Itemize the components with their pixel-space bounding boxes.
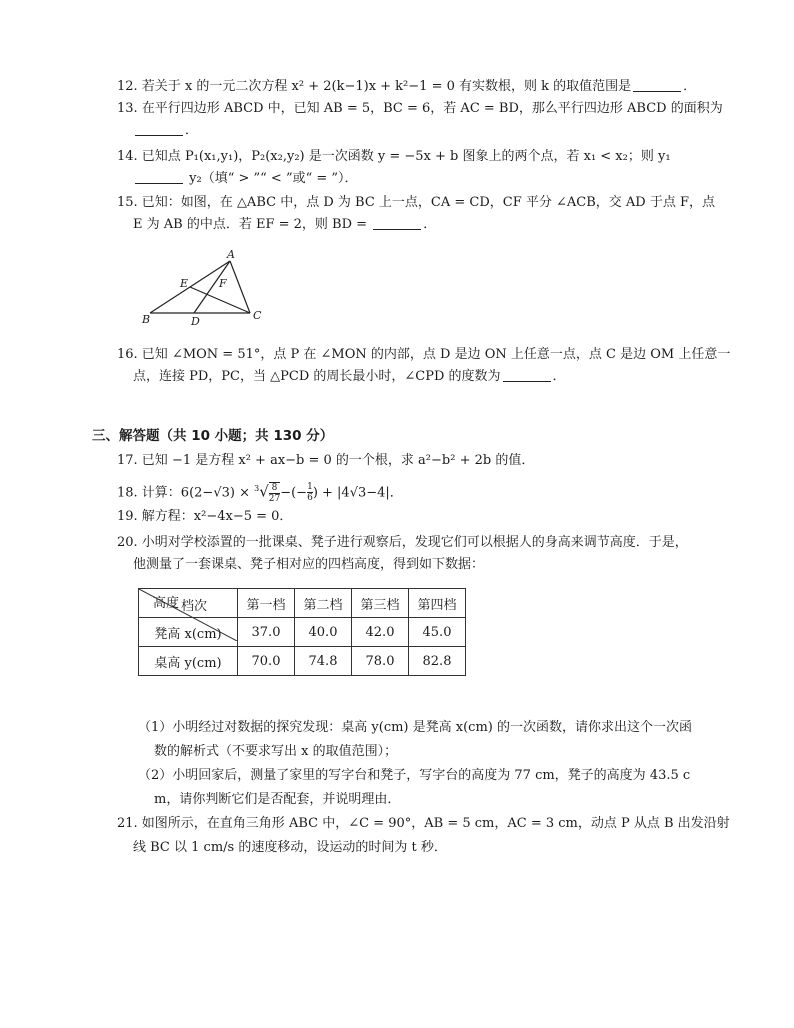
question-21 <box>117 812 730 860</box>
question-20-text: 20. 小明对学校添置的一批课桌、凳子进行观察后，发现它们可以根据人的身高来调节高度．于是， <box>117 535 688 550</box>
fraction-numerator: 8 <box>269 483 280 494</box>
part-2-line2: m，请你判断它们是否配套，并说明理由． <box>154 792 401 807</box>
question-18 <box>117 476 707 506</box>
question-16 <box>117 344 731 388</box>
question-19: 19. 解方程：x²−4x−5 = 0． <box>117 509 293 524</box>
question-16-tail: ． <box>552 369 566 384</box>
header-left-label: 高度 <box>153 596 180 611</box>
triangle-figure <box>140 249 270 329</box>
label-a: A <box>227 249 235 261</box>
table-row <box>139 647 466 676</box>
table-cell: 45.0 <box>409 618 466 647</box>
fraction-numerator: 1 <box>307 482 313 493</box>
question-18-suffix: ) + |4√3−4|． <box>312 485 403 501</box>
question-18-prefix: 18. 计算：6(2−√3) × <box>117 485 255 501</box>
question-13-tail: ． <box>185 123 199 138</box>
question-20-part-2 <box>138 764 713 812</box>
label-d: D <box>191 315 200 328</box>
table-cell: 82.8 <box>409 647 466 676</box>
diagonal-header-cell <box>139 589 238 618</box>
question-15-tail: ． <box>423 217 437 232</box>
table-cell: 37.0 <box>238 618 295 647</box>
label-b: B <box>142 313 151 326</box>
question-15-line2-text: E 为 AB 的中点．若 EF = 2，则 BD = <box>133 217 368 232</box>
table-cell: 74.8 <box>295 647 352 676</box>
question-15-text: 15. 已知：如图，在 △ABC 中，点 D 为 BC 上一点，CA = CD，CF 平分 ∠ACB，交 AD 于点 F，点 <box>117 195 715 210</box>
question-16-line2-text: 点，连接 PD，PC，当 △PCD 的周长最小时，∠CPD 的度数为 <box>133 369 501 384</box>
answer-blank <box>633 77 681 92</box>
label-c: C <box>253 309 262 322</box>
question-14-text: 14. 已知点 P₁(x₁,y₁)，P₂(x₂,y₂) 是一次函数 y = −5x + b 图象上的两个点，若 x₁ < x₂；则 y₁ <box>117 149 671 164</box>
answer-blank <box>503 367 551 382</box>
answer-blank <box>373 215 421 230</box>
question-18-mid: −(− <box>280 485 308 501</box>
answer-blank <box>135 121 183 136</box>
label-f: F <box>219 277 227 290</box>
question-14-line2 <box>117 168 707 190</box>
question-12-tail: ． <box>683 79 697 94</box>
question-12 <box>117 76 707 98</box>
part-2-line1: （2）小明回家后，测量了家里的写字台和凳子，写字台的高度为 77 cm，凳子的高度为 43.5 c <box>138 768 691 783</box>
question-12-text: 12. 若关于 x 的一元二次方程 x² + 2(k−1)x + k²−1 = 0 有实数根，则 k 的取值范围是 <box>117 79 632 94</box>
question-20 <box>117 532 707 576</box>
column-header: 第三档 <box>352 589 409 618</box>
question-15 <box>117 192 715 236</box>
table-cell: 78.0 <box>352 647 409 676</box>
section-title: 三、解答题（共 10 小题；共 130 分） <box>92 428 334 444</box>
header-top-label: 档次 <box>180 599 207 614</box>
part-1-line1: （1）小明经过对数据的探究发现：桌高 y(cm) 是凳高 x(cm) 的一次函数，请你求出这个一次函 <box>138 720 692 735</box>
question-21-line2: 线 BC 以 1 cm/s 的速度移动，设运动的时间为 t 秒． <box>133 840 447 855</box>
table-cell: 40.0 <box>295 618 352 647</box>
table-cell: 70.0 <box>238 647 295 676</box>
height-data-table <box>138 588 466 676</box>
question-13-text: 13. 在平行四边形 ABCD 中，已知 AB = 5，BC = 6，若 AC = BD，那么平行四边形 ABCD 的面积为 <box>117 101 723 116</box>
fraction-denominator: 27 <box>268 493 281 504</box>
question-13 <box>117 98 723 142</box>
fraction-8-27 <box>269 482 280 504</box>
question-20-line2: 他测量了一套课桌、凳子相对应的四档高度，得到如下数据： <box>133 557 485 572</box>
question-13-line2 <box>117 120 707 142</box>
row-label: 凳高 x(cm) <box>139 618 238 647</box>
part-1-line2: 数的解析式（不要求写出 x 的取值范围）； <box>154 744 398 759</box>
question-17: 17. 已知 −1 是方程 x² + ax−b = 0 的一个根，求 a²−b² + 2b 的值． <box>117 453 535 468</box>
column-header: 第二档 <box>295 589 352 618</box>
question-15-line2 <box>117 214 707 236</box>
root-index: 3 <box>254 484 260 493</box>
fraction-denominator: 6 <box>307 493 313 504</box>
question-20-part-1 <box>138 716 713 764</box>
question-14-tail: y₂（填“ > ”“ < ”或“ = ”）． <box>189 171 358 186</box>
question-14 <box>117 146 707 190</box>
question-21-text: 21. 如图所示，在直角三角形 ABC 中，∠C = 90°，AB = 5 cm，AC = 3 cm，动点 P 从点 B 出发沿射 <box>117 816 730 831</box>
table-header-row <box>139 589 466 618</box>
radical-sign: √ <box>259 482 269 501</box>
question-16-line2 <box>117 366 707 388</box>
label-e: E <box>180 277 189 290</box>
question-16-text: 16. 已知 ∠MON = 51°，点 P 在 ∠MON 的内部，点 D 是边 ON 上任意一点，点 C 是边 OM 上任意一 <box>117 347 731 362</box>
answer-blank <box>135 169 183 184</box>
row-label: 桌高 y(cm) <box>139 647 238 676</box>
column-header: 第四档 <box>409 589 466 618</box>
column-header: 第一档 <box>238 589 295 618</box>
table-cell: 42.0 <box>352 618 409 647</box>
